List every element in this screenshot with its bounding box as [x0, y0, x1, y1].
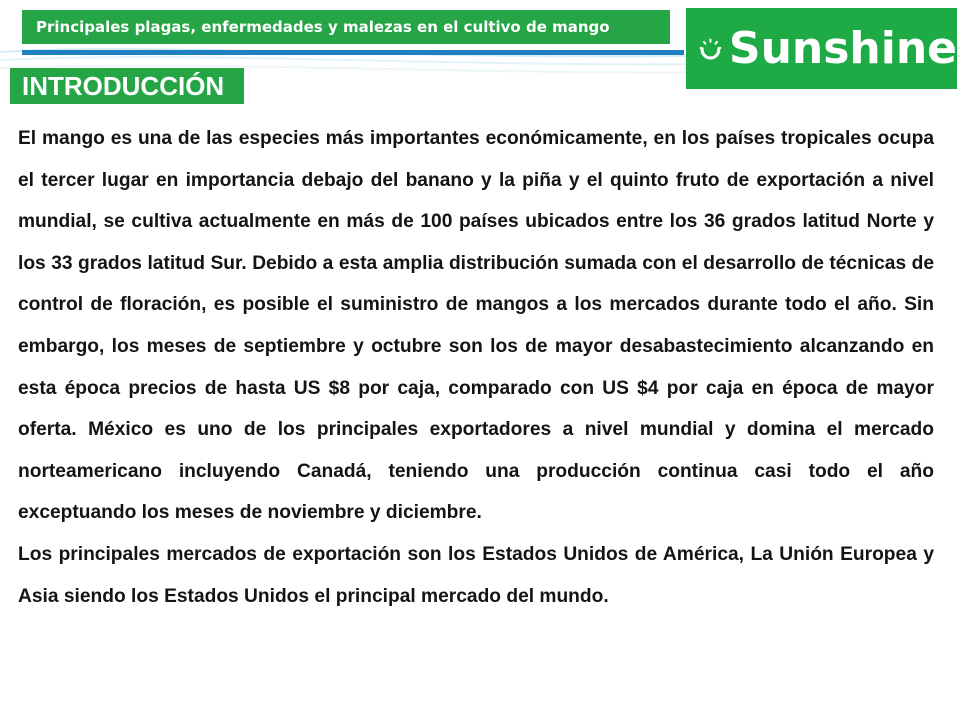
section-title: INTRODUCCIÓN [10, 68, 244, 104]
sun-logo-icon [698, 17, 723, 81]
header-divider [22, 50, 684, 55]
logo-text: Sunshine [728, 22, 957, 74]
content-body [18, 118, 934, 617]
paragraph-intro: El mango es una de las especies más importantes económicamente, en los países tropicales ocupa el tercer lugar en importancia debajo del banano y la piña y el quinto fruto de exportación a nivel mundial, se cultiva actualmente en más de 100 países ubicados entre los 36 grados latitud Norte y los 33 grados latitud Sur. Debido a esta amplia distribución sumada con el desarrollo de técnicas de control de floración, es posible el suministro de mangos a los mercados durante todo el año. Sin embargo, los meses de septiembre y octubre son los de mayor desabastecimiento alcanzando en esta época precios de hasta US $8 por caja, comparado con US $4 por caja en época de mayor oferta. México es uno de los principales exportadores a nivel mundial y domina el mercado norteamericano incluyendo Canadá, teniendo una producción continua casi todo el año exceptuando los meses de noviembre y diciembre. [18, 128, 934, 524]
header-title: Principales plagas, enfermedades y malezas en el cultivo de mango [22, 10, 670, 44]
paragraph-markets: Los principales mercados de exportación son los Estados Unidos de América, La Unión Europea y Asia siendo los Estados Unidos el principal mercado del mundo. [18, 543, 934, 607]
sunshine-logo [686, 8, 957, 89]
